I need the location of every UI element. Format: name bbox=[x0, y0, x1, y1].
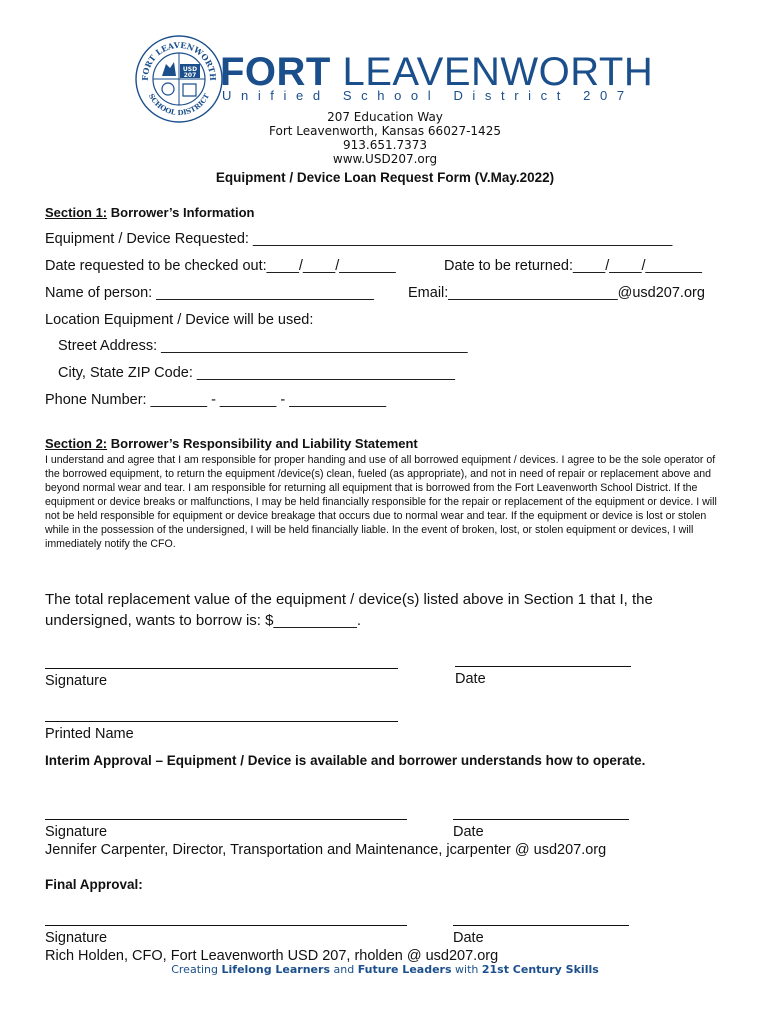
interim-date-label: Date bbox=[453, 824, 484, 840]
date-line[interactable] bbox=[455, 666, 631, 667]
section2-number: Section 2: bbox=[45, 436, 108, 451]
final-approval-heading: Final Approval: bbox=[45, 877, 143, 892]
footer-bold-1: Lifelong Learners bbox=[221, 963, 330, 976]
phone-number-field[interactable]: Phone Number: _______ - _______ - ____________ bbox=[45, 392, 387, 408]
footer-bold-3: 21st Century Skills bbox=[481, 963, 599, 976]
email-field[interactable]: Email:_____________________@usd207.org bbox=[408, 285, 705, 301]
district-name-light: LEAVENWORTH bbox=[342, 50, 654, 94]
logo-usd: USD bbox=[182, 66, 198, 73]
interim-signature-label: Signature bbox=[45, 824, 108, 840]
final-date-label: Date bbox=[453, 930, 484, 946]
district-name-strong: FORT bbox=[220, 50, 331, 94]
address-line-1: 207 Education Way bbox=[327, 110, 443, 124]
signature-label: Signature bbox=[45, 673, 108, 689]
district-subtitle: Unified School District 207 bbox=[222, 88, 634, 103]
logo-arc-top: FORT LEAVENWORTH bbox=[139, 39, 219, 81]
final-signature-line[interactable] bbox=[45, 925, 407, 926]
street-address-field[interactable]: Street Address: ______________________________________ bbox=[58, 338, 468, 354]
footer-text-1: Creating bbox=[171, 963, 222, 976]
form-title: Equipment / Device Loan Request Form (V.May.2022) bbox=[215, 170, 555, 185]
date-checkout-field[interactable]: Date requested to be checked out:____/____/_______ bbox=[45, 258, 396, 274]
section2-heading bbox=[45, 436, 418, 451]
logo-207: 207 bbox=[183, 72, 197, 79]
footer-bold-2: Future Leaders bbox=[357, 963, 452, 976]
footer-text-3: with bbox=[451, 963, 482, 976]
name-field[interactable]: Name of person: ___________________________ bbox=[45, 285, 374, 301]
city-state-zip-field[interactable]: City, State ZIP Code: ________________________________ bbox=[58, 365, 455, 381]
printed-name-label: Printed Name bbox=[45, 726, 134, 742]
date-label: Date bbox=[455, 671, 486, 687]
total-replacement-value[interactable]: The total replacement value of the equipment / device(s) listed above in Section 1 that I, the undersigned, wants to borrow is: $__________. bbox=[45, 591, 653, 629]
date-return-field[interactable]: Date to be returned:____/____/_______ bbox=[444, 258, 702, 274]
address-phone: 913.651.7373 bbox=[343, 138, 427, 152]
section2-title: Borrower’s Responsibility and Liability Statement bbox=[110, 436, 418, 451]
location-label: Location Equipment / Device will be used: bbox=[45, 312, 314, 328]
interim-signature-line[interactable] bbox=[45, 819, 407, 820]
section1-heading bbox=[45, 205, 255, 220]
final-date-line[interactable] bbox=[453, 925, 629, 926]
footer-text-2: and bbox=[330, 963, 358, 976]
equipment-requested-field[interactable]: Equipment / Device Requested: ____________________________________________________ bbox=[45, 231, 673, 247]
final-approver: Rich Holden, CFO, Fort Leavenworth USD 207, rholden @ usd207.org bbox=[45, 948, 499, 964]
address-website: www.USD207.org bbox=[332, 152, 438, 166]
printed-name-line[interactable] bbox=[45, 721, 398, 722]
interim-approver: Jennifer Carpenter, Director, Transportation and Maintenance, jcarpenter @ usd207.org bbox=[45, 842, 607, 858]
interim-date-line[interactable] bbox=[453, 819, 629, 820]
footer-tagline bbox=[0, 963, 770, 976]
section1-title: Borrower’s Information bbox=[110, 205, 255, 220]
section1-number: Section 1: bbox=[45, 205, 108, 220]
liability-statement: I understand and agree that I am responsible for proper handing and use of all borrowed equipment / devices. I agree to be the sole operator of the borrowed equipment, to return the equipment /device(s) clean, fueled (as appropriate), and not in need of repair or replacement above and beyond normal wear and tear. I am responsible for returning all equipment that is borrowed from the Fort Leavenworth School District. If the equipment or device breaks or malfunctions, I may be held financially responsible for the repair or replacement of the equipment or device. I will not be held responsible for equipment or device breakage that occurs due to normal wear and tear. If the equipment or device is lost or stolen while in the possession of the undersigned, I will be held financially liable. In the event of broken, lost, or stolen equipment or devices, I will immediately notify the CFO. bbox=[45, 454, 717, 550]
signature-line[interactable] bbox=[45, 668, 398, 669]
interim-approval-heading: Interim Approval – Equipment / Device is available and borrower understands how to operate. bbox=[45, 753, 646, 768]
logo-arc-bottom: SCHOOL DISTRICT bbox=[146, 91, 212, 118]
address-line-2: Fort Leavenworth, Kansas 66027-1425 bbox=[269, 124, 501, 138]
final-signature-label: Signature bbox=[45, 930, 108, 946]
